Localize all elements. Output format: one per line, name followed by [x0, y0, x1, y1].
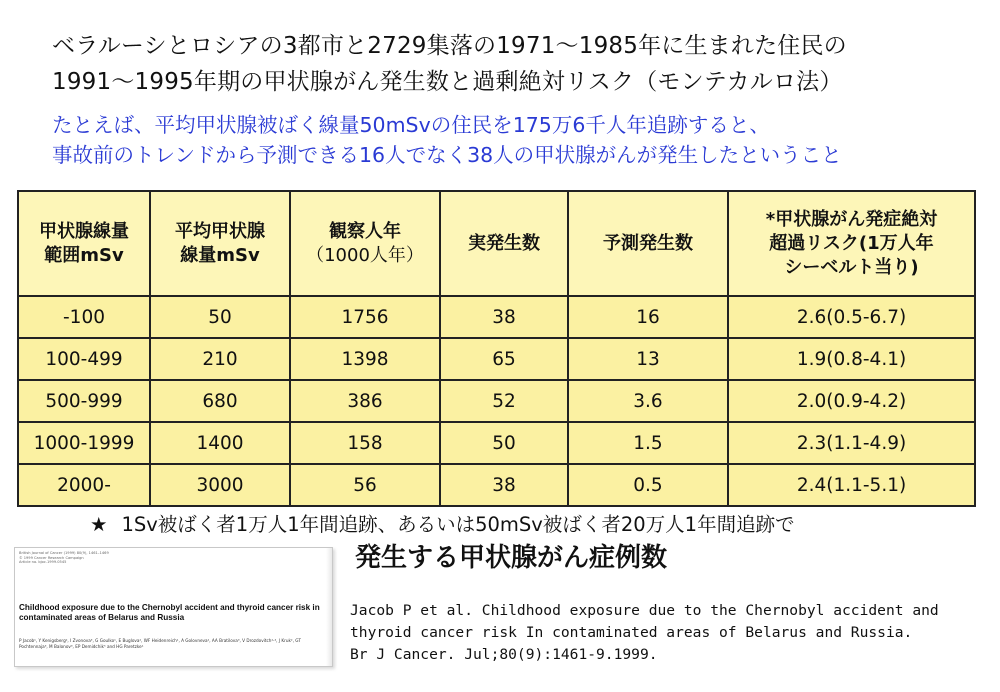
- table-row: [18, 338, 975, 380]
- cell-observed: 52: [440, 380, 568, 422]
- cell-expected: 16: [568, 296, 728, 338]
- footnote-line: [90, 509, 990, 537]
- cell-mean-dose: 1400: [150, 422, 290, 464]
- cell-mean-dose: 680: [150, 380, 290, 422]
- header-excess-absolute-risk: *甲状腺がん発症絶対 超過リスク(1万人年 シーベルト当り): [728, 191, 975, 296]
- cell-dose-range: 1000-1999: [18, 422, 150, 464]
- cell-person-years: 158: [290, 422, 440, 464]
- cell-observed: 38: [440, 464, 568, 506]
- cell-mean-dose: 50: [150, 296, 290, 338]
- header-dose-range: 甲状腺線量 範囲mSv: [18, 191, 150, 296]
- cell-risk: 2.0(0.9-4.2): [728, 380, 975, 422]
- citation: [350, 600, 990, 666]
- cell-risk: 2.3(1.1-4.9): [728, 422, 975, 464]
- header-person-years: 観察人年 （1000人年）: [290, 191, 440, 296]
- cell-dose-range: 2000-: [18, 464, 150, 506]
- table-header-row: [18, 191, 975, 296]
- table-row: [18, 380, 975, 422]
- table-row: [18, 422, 975, 464]
- title-line-1: ベラルーシとロシアの3都市と2729集落の1971～1985年に生まれた住民の: [52, 33, 847, 59]
- cell-observed: 50: [440, 422, 568, 464]
- cell-person-years: 386: [290, 380, 440, 422]
- cell-observed: 38: [440, 296, 568, 338]
- paper-journal-header: British Journal of Cancer (1999) 80(9), 1461–1469 © 1999 Cancer Research Campaign Article no. bjoc.1999.0545: [19, 551, 109, 565]
- footnote-text: 1Sv被ばく者1万人1年間追跡、あるいは50mSv被ばく者20万人1年間追跡で: [121, 513, 795, 536]
- citation-line-1: Jacob P et al. Childhood exposure due to the Chernobyl accident and: [350, 602, 939, 619]
- footnote-emphasis: 発生する甲状腺がん症例数: [355, 543, 668, 573]
- subtitle-line-2: 事故前のトレンドから予測できる16人でなく38人の甲状腺がんが発生したということ: [52, 143, 842, 167]
- paper-authors: P Jacob¹, Y Kenigsberg², I Zvonova³, G Goulko¹, E Buglova², WF Heidenreich¹, A Golovneva², AA Bratilova³, V Drozdovitch²·⁴, J Kruk², GT Pochtennaja³, M Balonov³, EP Demidchik⁵ and HG Paretzke¹: [19, 638, 301, 649]
- subtitle-line-1: たとえば、平均甲状腺被ばく線量50mSvの住民を175万6千人年追跡すると、: [52, 113, 770, 137]
- cell-person-years: 56: [290, 464, 440, 506]
- paper-edge-shadow: [326, 548, 332, 666]
- cell-risk: 1.9(0.8-4.1): [728, 338, 975, 380]
- cell-mean-dose: 3000: [150, 464, 290, 506]
- paper-thumbnail: [14, 547, 333, 667]
- slide-title: [52, 28, 982, 100]
- slide-subtitle: [52, 110, 982, 170]
- title-line-2: 1991～1995年期の甲状腺がん発生数と過剰絶対リスク（モンテカルロ法）: [52, 69, 843, 95]
- cell-observed: 65: [440, 338, 568, 380]
- header-mean-dose: 平均甲状腺 線量mSv: [150, 191, 290, 296]
- cell-expected: 13: [568, 338, 728, 380]
- cell-risk: 2.4(1.1-5.1): [728, 464, 975, 506]
- header-observed-cases: 実発生数: [440, 191, 568, 296]
- table-row: [18, 464, 975, 506]
- cell-person-years: 1756: [290, 296, 440, 338]
- star-icon: ★: [90, 513, 108, 536]
- cell-risk: 2.6(0.5-6.7): [728, 296, 975, 338]
- cell-mean-dose: 210: [150, 338, 290, 380]
- cell-dose-range: -100: [18, 296, 150, 338]
- cell-person-years: 1398: [290, 338, 440, 380]
- citation-line-2: thyroid cancer risk In contaminated areas of Belarus and Russia.: [350, 624, 913, 641]
- table-row: [18, 296, 975, 338]
- cell-dose-range: 500-999: [18, 380, 150, 422]
- paper-title: Childhood exposure due to the Chernobyl accident and thyroid cancer risk in contaminated areas of Belarus and Russia: [19, 603, 320, 622]
- cell-dose-range: 100-499: [18, 338, 150, 380]
- cell-expected: 0.5: [568, 464, 728, 506]
- thyroid-cancer-table: [17, 190, 976, 507]
- cell-expected: 1.5: [568, 422, 728, 464]
- header-expected-cases: 予測発生数: [568, 191, 728, 296]
- citation-line-3: Br J Cancer. Jul;80(9):1461-9.1999.: [350, 646, 658, 663]
- cell-expected: 3.6: [568, 380, 728, 422]
